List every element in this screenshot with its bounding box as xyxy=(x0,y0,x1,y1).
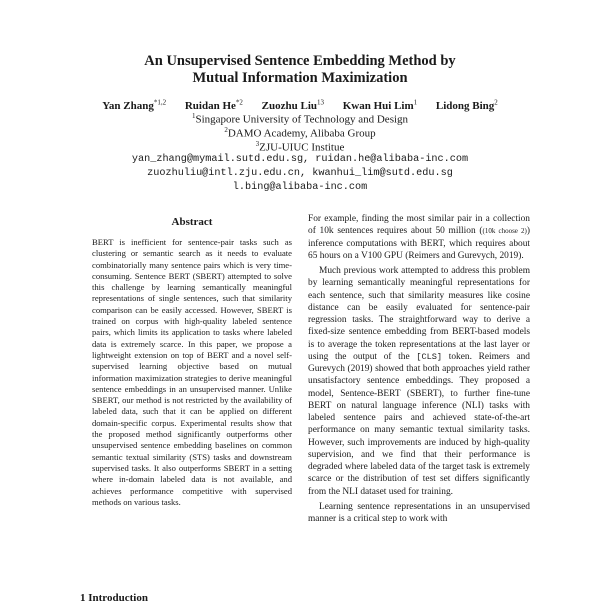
email-line: yan_zhang@mymail.sutd.edu.sg, ruidan.he@alibaba-inc.com xyxy=(131,154,469,165)
binomial-expression: (10k choose 2) xyxy=(482,227,527,236)
affiliation: $^2$DAMO Academy, Alibaba Group xyxy=(224,126,376,140)
author: Ruidan He$^{*2}$ xyxy=(184,98,243,112)
paper-title xyxy=(80,53,520,87)
affiliation: $^3$ZJU-UIUC Institue xyxy=(255,140,345,154)
email-line: l.bing@alibaba-inc.com xyxy=(232,182,368,193)
abstract-heading: Abstract xyxy=(171,216,213,228)
abstract-body: BERT is inefficient for sentence-pair tasks such as clustering or semantic search as it needs to evaluate combinatorially many sentence pairs which is very time-consuming. Sentence BERT (SBERT) attempted to solve this challenge by learning semantically meaningful representations of single sentences, such that similarity comparison can be easily accessed. However, SBERT is trained on corpus with high-quality labeled sentence pairs, which limits its application to tasks where labeled data is extremely scarce. In this paper, we propose a lightweight extension on top of BERT and a novel self-supervised learning objective based on mutual information maximization strategies to derive meaningful sentence embeddings in an unsupervised manner. Unlike SBERT, our method is not restricted by the availability of labeled data, such that it can be applied on different domain-specific corpus. Experimental results show that the proposed method significantly outperforms other unsupervised sentence embedding baselines on common semantic textual similarity (STS) tasks and downstream supervised tasks. It also outperforms SBERT in a setting where in-domain labeled data is not available, and achieves performance competitive with supervised methods on various tasks. xyxy=(92,237,292,507)
body-paragraph: Much previous work attempted to address this problem by learning semantically meaningful representations for each sentence, such that similarity measures like cosine distance can be easily evaluated for sentence-pair regression tasks. The straightforward way to derive a fixed-size sentence embedding from BERT-based models is to average the token representations at the last layer or using the output of the [CLS] token. Reimers and Gurevych (2019) showed that both approaches yield rather unsatisfactory sentence embeddings. They proposed a model, Sentence-BERT (SBERT), to further fine-tune BERT on natural language inference (NLI) tasks with labeled sentence pairs and achieved state-of-the-art performance on many semantic textual similarity tasks. However, such improvements are induced by high-quality supervision, and we find that their performance is degraded where labeled data of the target task is extremely scarce or the distribution of test set differs significantly from the NLI dataset used for training. xyxy=(308,266,530,497)
section-heading: 1 Introduction xyxy=(80,592,148,604)
author: Zuozhu Liu$^{13}$ xyxy=(261,98,324,112)
title-line-2: Mutual Information Maximization xyxy=(192,70,408,86)
email-line: zuozhuliu@intl.zju.edu.cn, kwanhui_lim@sutd.edu.sg xyxy=(147,168,453,179)
body-column-right xyxy=(308,213,530,525)
cls-token: [CLS] xyxy=(416,351,443,362)
author: Lidong Bing$^2$ xyxy=(435,98,498,112)
author: Kwan Hui Lim$^1$ xyxy=(342,98,418,112)
author: Yan Zhang$^{*1,2}$ xyxy=(102,98,167,112)
affiliation: $^1$Singapore University of Technology and Design xyxy=(191,112,409,126)
body-paragraph: Learning sentence representations in an unsupervised manner is a critical step to work with xyxy=(308,501,530,524)
title-line-1: An Unsupervised Sentence Embedding Method by xyxy=(144,53,456,69)
body-paragraph: For example, finding the most similar pair in a collection of 10k sentences requires about 50 million ((10k choose 2)) inference computations with BERT, which requires about 65 hours on a V100 GPU (Reimers and Gurevych, 2019). xyxy=(308,214,530,261)
